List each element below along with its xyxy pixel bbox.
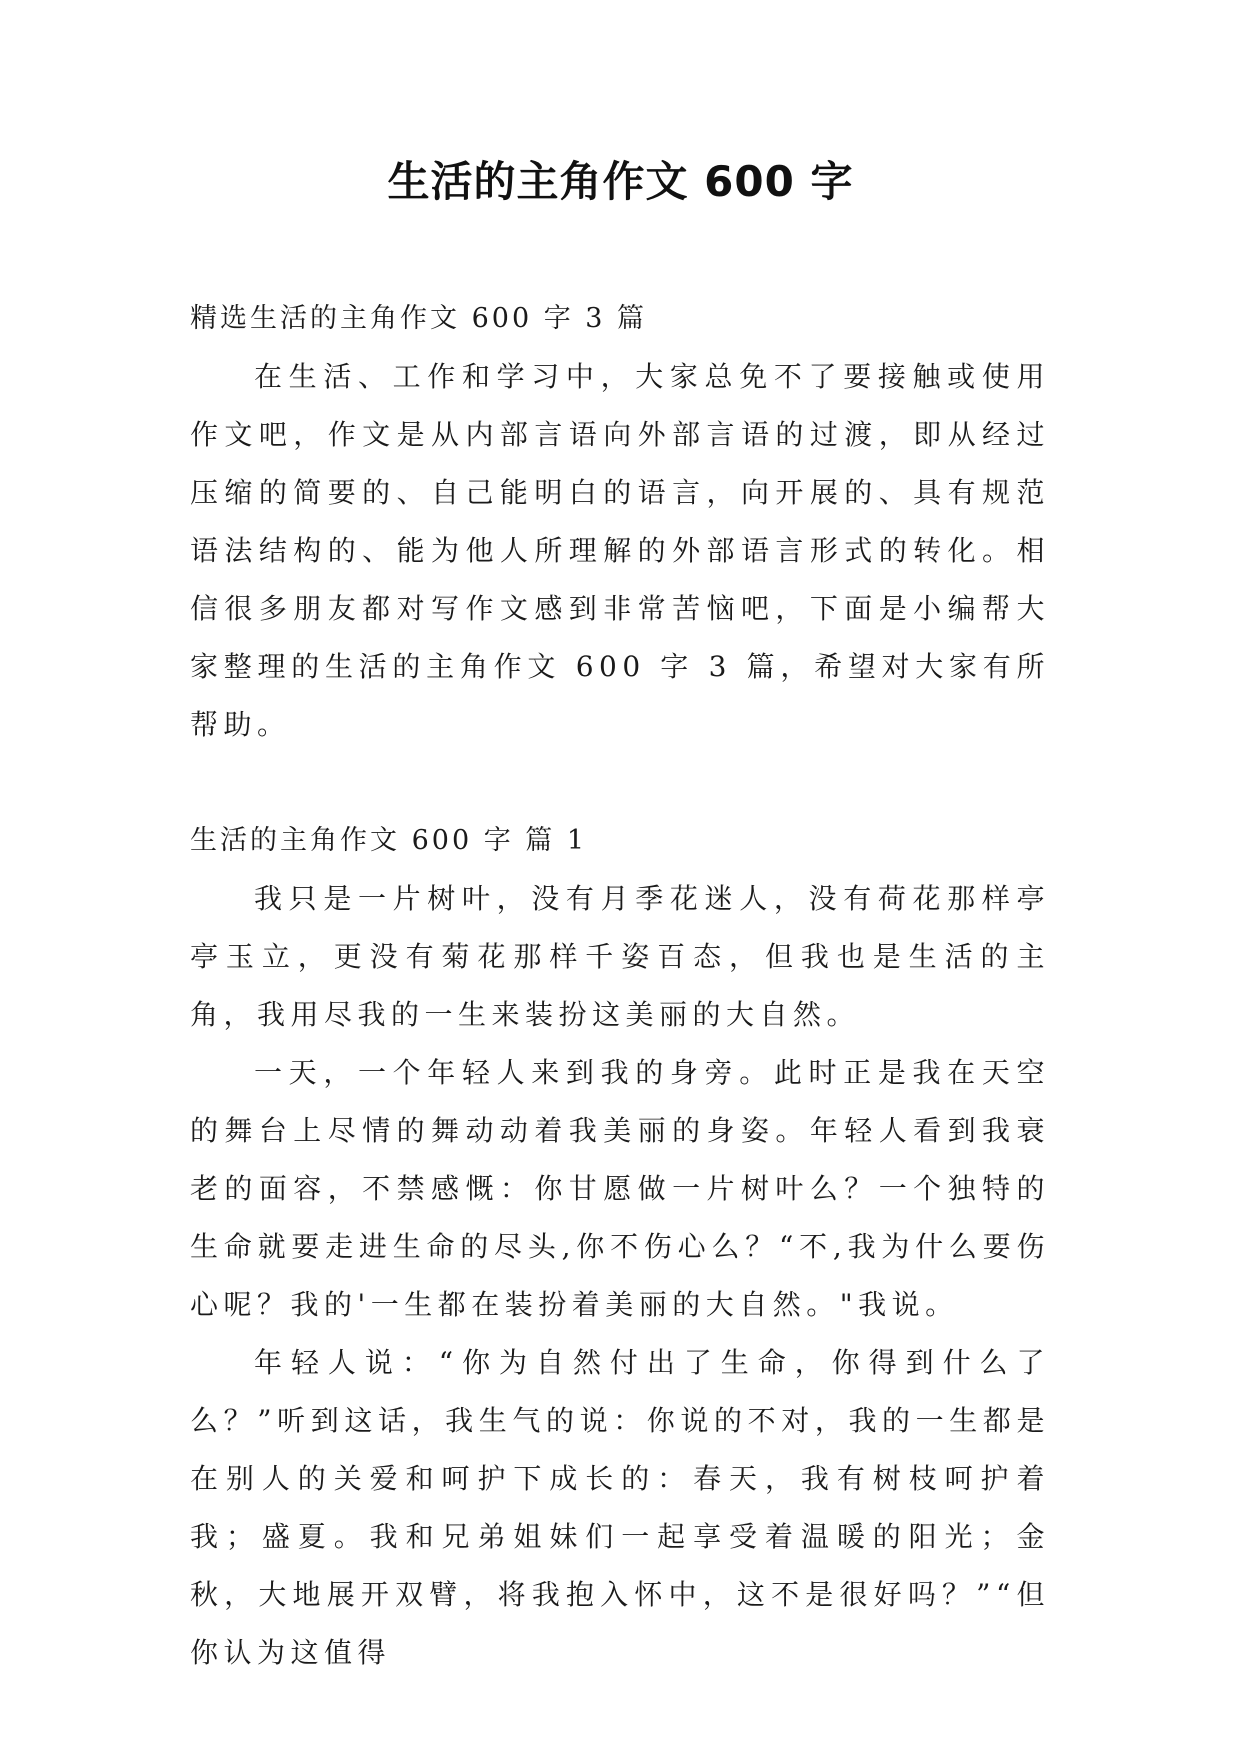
- section-spacer: [190, 754, 1050, 812]
- intro-paragraph: 在生活、工作和学习中，大家总免不了要接触或使用作文吧，作文是从内部言语向外部言语的过渡，即从经过压缩的简要的、自己能明白的语言，向开展的、具有规范语法结构的、能为他人所理解的外部语言形式的转化。相信很多朋友都对写作文感到非常苦恼吧，下面是小编帮大家整理的生活的主角作文 600 字 3 篇，希望对大家有所帮助。: [190, 360, 1050, 741]
- document-title: 生活的主角作文 600 字: [387, 157, 854, 206]
- intro-heading: 精选生活的主角作文 600 字 3 篇: [190, 303, 648, 334]
- section-1-heading: 生活的主角作文 600 字 篇 1: [190, 825, 588, 856]
- document-body: [190, 290, 1050, 1682]
- section-1-paragraph: 一天，一个年轻人来到我的身旁。此时正是我在天空的舞台上尽情的舞动动着我美丽的身姿。年轻人看到我衰老的面容，不禁感慨：你甘愿做一片树叶么？一个独特的生命就要走进生命的尽头,你不伤心么？“不,我为什么要伤心呢？我的'一生都在装扮着美丽的大自然。"我说。: [190, 1056, 1050, 1321]
- section-1-paragraph: 我只是一片树叶，没有月季花迷人，没有荷花那样亭亭玉立，更没有菊花那样千姿百态，但我也是生活的主角，我用尽我的一生来装扮这美丽的大自然。: [190, 882, 1050, 1031]
- section-1-paragraph: 年轻人说：“你为自然付出了生命，你得到什么了么？”听到这话，我生气的说：你说的不对，我的一生都是在别人的关爱和呵护下成长的：春天，我有树枝呵护着我；盛夏。我和兄弟姐妹们一起享受着温暖的阳光；金秋，大地展开双臂，将我抱入怀中，这不是很好吗？”“但你认为这值得: [190, 1346, 1050, 1669]
